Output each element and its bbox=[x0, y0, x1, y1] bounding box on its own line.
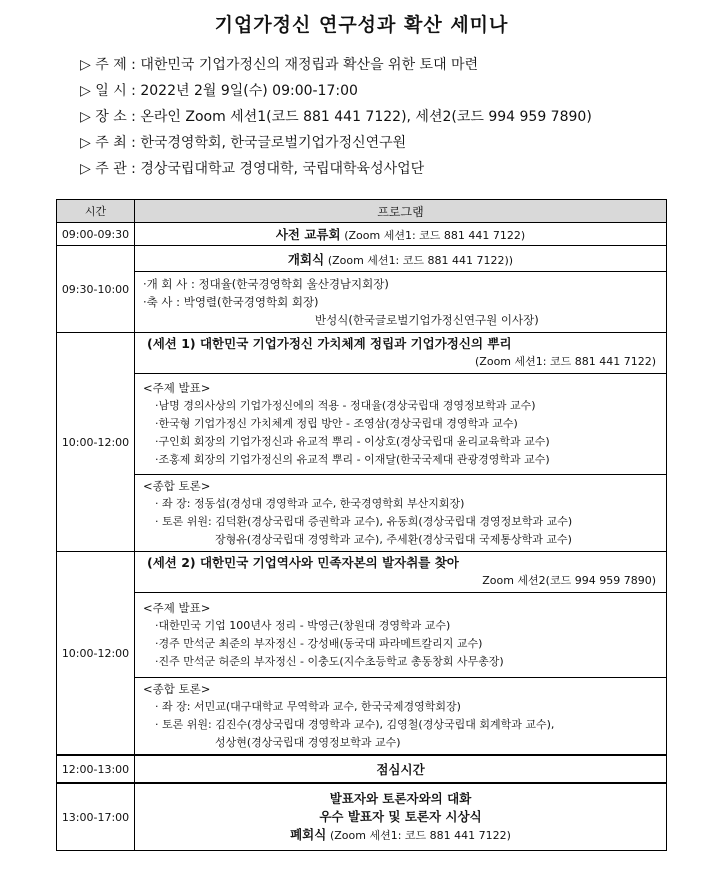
session1-title: (세션 1) 대한민국 기업가정신 가치체계 정립과 기업가정신의 뿌리 (Zoom 세션1: 코드 881 441 7122) bbox=[135, 333, 667, 374]
table-row bbox=[57, 272, 667, 333]
table-row bbox=[57, 374, 667, 475]
table-header bbox=[57, 200, 667, 223]
row-time: 10:00-12:00 bbox=[57, 333, 135, 552]
session2-discussion: <종합 토론> · 좌 장: 서민교(대구대학교 무역학과 교수, 한국국제경영학회장) · 토론 위원: 김진수(경상국립대 경영학과 교수), 김영철(경상국립대 회계학과 교수), 성상현(경상국립대 경영정보학과 교수) bbox=[135, 678, 667, 756]
info-organizer: ▷ 주 관 : 경상국립대학교 경영대학, 국립대학육성사업단 bbox=[80, 161, 425, 177]
info-date: ▷ 일 시 : 2022년 2월 9일(수) 09:00-17:00 bbox=[80, 83, 358, 99]
row-time: 12:00-13:00 bbox=[57, 755, 135, 783]
table-row bbox=[57, 246, 667, 272]
row-time: 09:00-09:30 bbox=[57, 223, 135, 246]
row-time: 13:00-17:00 bbox=[57, 783, 135, 851]
info-venue: ▷ 장 소 : 온라인 Zoom 세션1(코드 881 441 7122), 세션2(코드 994 959 7890) bbox=[80, 109, 592, 125]
table-row bbox=[57, 593, 667, 678]
table-row bbox=[57, 755, 667, 783]
opening-title: 개회식 (Zoom 세션1: 코드 881 441 7122)) bbox=[135, 246, 667, 272]
event-info bbox=[80, 52, 592, 182]
session2-presentations: <주제 발표> ·대한민국 기업 100년사 정리 - 박영근(창원대 경영학과 교수) ·경주 만석군 최준의 부자정신 - 강성배(동국대 파라메트칼리지 교수) ·진주 만석군 허준의 부자정신 - 이충도(지수초등학교 총동창회 사무총장) bbox=[135, 593, 667, 678]
closing-program: 발표자와 토론자와의 대화 우수 발표자 및 토론자 시상식 폐회식 (Zoom 세션1: 코드 881 441 7122) bbox=[135, 783, 667, 851]
table-row bbox=[57, 783, 667, 851]
row-program: 사전 교류회 (Zoom 세션1: 코드 881 441 7122) bbox=[135, 223, 667, 246]
row-time: 10:00-12:00 bbox=[57, 552, 135, 756]
header-program: 프로그램 bbox=[135, 200, 667, 223]
header-time: 시간 bbox=[57, 200, 135, 223]
table-row bbox=[57, 678, 667, 756]
lunch-label: 점심시간 bbox=[135, 755, 667, 783]
page-title: 기업가정신 연구성과 확산 세미나 bbox=[214, 14, 509, 36]
table-row bbox=[57, 475, 667, 552]
info-topic: ▷ 주 제 : 대한민국 기업가정신의 재정립과 확산을 위한 토대 마련 bbox=[80, 57, 479, 73]
session1-discussion: <종합 토론> · 좌 장: 정동섭(경성대 경영학과 교수, 한국경영학회 부산지회장) · 토론 위원: 김덕환(경상국립대 증권학과 교수), 유동희(경상국립대 경영정보학과 교수) 장형유(경상국립대 경영학과 교수), 주세환(경상국립대 국제통상학과 교수) bbox=[135, 475, 667, 552]
info-host: ▷ 주 최 : 한국경영학회, 한국글로벌기업가정신연구원 bbox=[80, 135, 407, 151]
table-row bbox=[57, 223, 667, 246]
program-table bbox=[56, 199, 667, 851]
opening-speakers: ·개 회 사 : 정대율(한국경영학회 울산경남지회장) ·축 사 : 박영렬(한국경영학회 회장) 반성식(한국글로벌기업가정신연구원 이사장) bbox=[135, 272, 667, 333]
table-row bbox=[57, 552, 667, 593]
session2-title: (세션 2) 대한민국 기업역사와 민족자본의 발자취를 찾아 Zoom 세션2(코드 994 959 7890) bbox=[135, 552, 667, 593]
row-time: 09:30-10:00 bbox=[57, 246, 135, 333]
table-row bbox=[57, 333, 667, 374]
session1-presentations: <주제 발표> ·남명 경의사상의 기업가정신에의 적용 - 정대율(경상국립대 경영정보학과 교수) ·한국형 기업가정신 가치체계 정립 방안 - 조영삼(경상국립대 경영학과 교수) ·구인회 회장의 기업가정신과 유교적 뿌리 - 이상호(경상국립대 윤리교육학과 교수) ·조홍제 회장의 기업가정신의 유교적 뿌리 - 이재달(한국국제대 관광경영학과 교수) bbox=[135, 374, 667, 475]
